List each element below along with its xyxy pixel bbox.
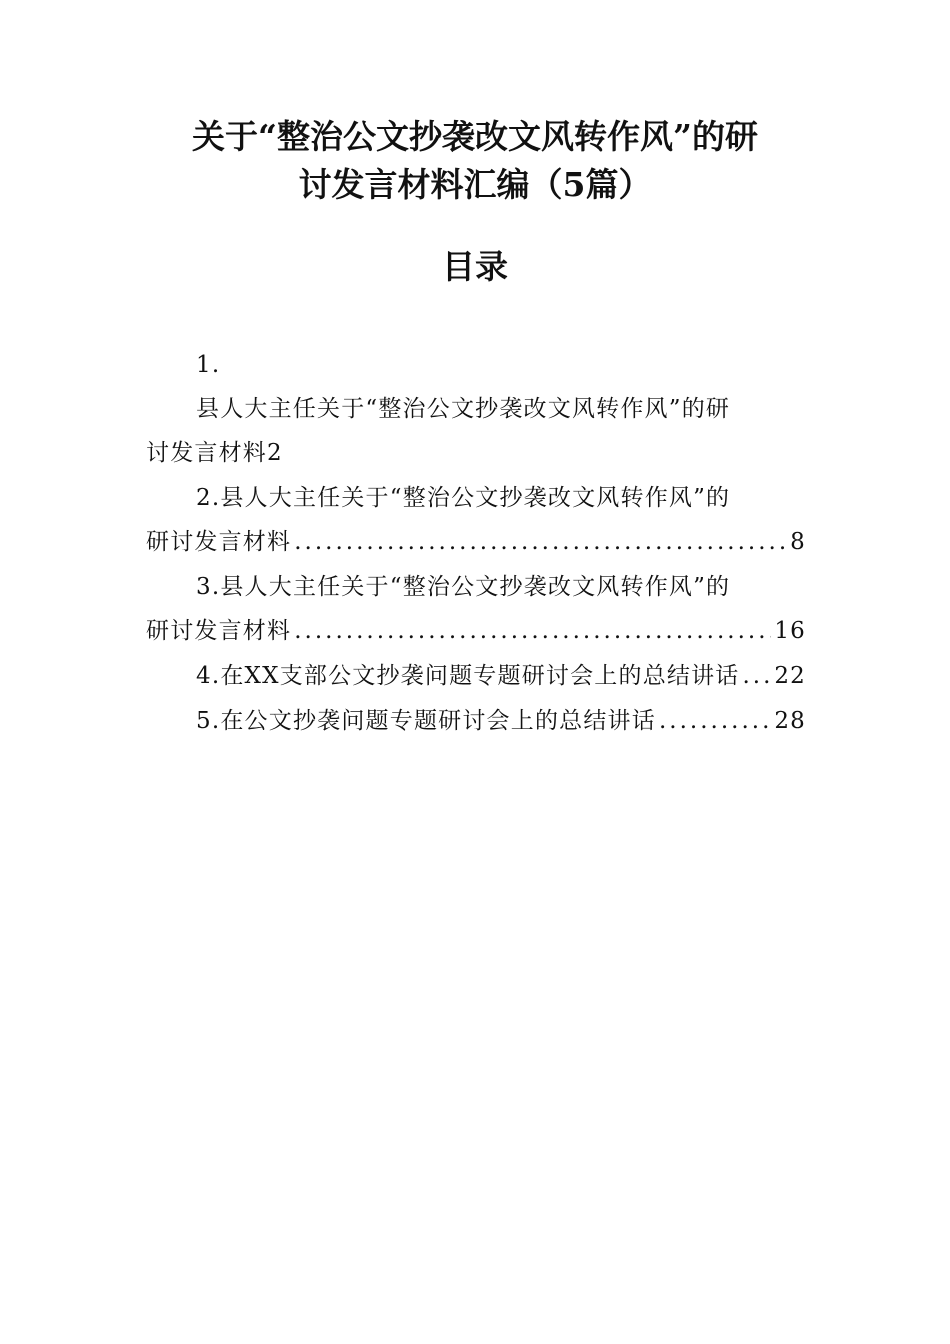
toc-item-5-page-number: 28 — [774, 708, 806, 734]
toc-item-1-number[interactable]: 1. — [196, 352, 221, 378]
document-title-line-1: 关于“整治公文抄袭改文风转作风”的研 — [192, 117, 758, 156]
toc-item-1-title-line-2[interactable] — [146, 437, 283, 469]
toc-item-4-page-number: 22 — [774, 663, 806, 689]
toc-heading: 目录 — [442, 247, 508, 286]
toc-item-2-title-line-2[interactable] — [146, 526, 806, 558]
dot-leader — [294, 615, 771, 647]
toc-item-3-title-line-2[interactable] — [146, 615, 806, 647]
toc-item-4[interactable] — [196, 660, 806, 692]
dot-leader — [743, 660, 772, 692]
toc-item-3-page-number: 16 — [774, 618, 806, 644]
dot-leader — [294, 526, 787, 558]
toc-item-1-title-text: 讨发言材料 — [146, 440, 267, 466]
toc-item-1-title-line-1[interactable]: 县人大主任关于“整治公文抄袭改文风转作风”的研 — [196, 396, 731, 422]
toc-item-3-title-line-1[interactable]: 3.县人大主任关于“整治公文抄袭改文风转作风”的 — [196, 574, 731, 600]
toc-item-3-title-text: 研讨发言材料 — [146, 618, 292, 644]
toc-item-2-page-number: 8 — [790, 529, 806, 555]
toc-item-1-page-number: 2 — [267, 440, 283, 466]
toc-item-5-title-text: 5.在公文抄袭问题专题研讨会上的总结讲话 — [196, 708, 656, 734]
toc-item-5[interactable] — [196, 705, 806, 737]
toc-item-2-title-text: 研讨发言材料 — [146, 529, 292, 555]
toc-item-4-title-text: 4.在XX支部公文抄袭问题专题研讨会上的总结讲话 — [196, 663, 740, 689]
dot-leader — [659, 705, 771, 737]
toc-item-2-title-line-1[interactable]: 2.县人大主任关于“整治公文抄袭改文风转作风”的 — [196, 485, 731, 511]
document-title-line-2: 讨发言材料汇编（5篇） — [298, 165, 652, 204]
